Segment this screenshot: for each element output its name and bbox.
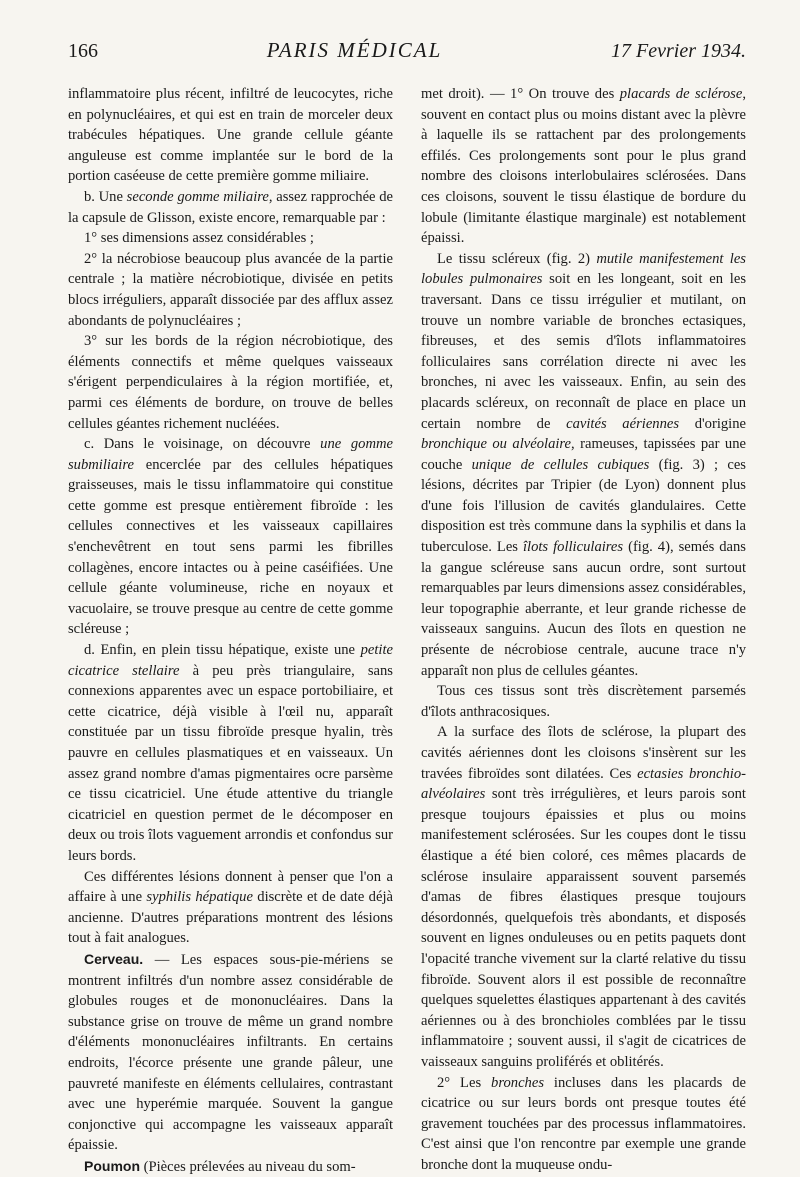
paragraph: Poumon (Pièces prélevées au niveau du som-: [84, 1157, 356, 1175]
paragraph: c. Dans le voisinage, on découvre une gomme submiliaire encerclée par des cellules hépatiques graisseuses, mais le tissu inflammatoire qui constitue cette gomme est presque entièrement fibroïde : les cellules connectives et les vaisseaux capillaires s'enchevêtrent en tout sens parmi les fibrilles collagènes, encore intactes ou à peine caséifiées. Une cellule géante volumineuse, riche en noyaux et vacuolaire, se trouve presque au centre de cette gomme scléreuse ;: [68, 436, 393, 638]
paragraph: 2° la nécrobiose beaucoup plus avancée de la partie centrale ; la matière nécrobiotique, divisée en petits blocs irréguliers, apparaît dissociée par des afflux assez abondants de polynucléaires ;: [68, 250, 393, 329]
section-heading: Cerveau.: [84, 950, 144, 967]
paragraph: Tous ces tissus sont très discrètement parsemés d'îlots anthracosiques.: [421, 683, 746, 720]
right-column: [421, 84, 746, 1177]
paragraph: Ces différentes lésions donnent à penser que l'on a affaire à une syphilis hépatique discrète et de date déjà ancienne. D'autres préparations montrent des lésions tout à fait analogues.: [68, 868, 393, 947]
paragraph: 2° Les bronches incluses dans les placards de cicatrice ou sur leurs bords ont presque toutes été gravement touchées par des processus inflammatoires. C'est ainsi que l'on rencontre par exemple une grande bronche dont la muqueuse ondu-: [421, 1074, 746, 1173]
text-columns: [68, 84, 746, 1177]
paragraph: inflammatoire plus récent, infiltré de leucocytes, riche en polynucléaires, et qui est en train de morceler deux trabécules hépatiques. Une grande cellule géante anguleuse est comme implantée sur le bord de la portion caséeuse de cette première gomme miliaire.: [68, 86, 393, 185]
issue-date: 17 Fevrier 1934.: [611, 40, 746, 62]
paragraph: A la surface des îlots de sclérose, la plupart des cavités aériennes dont les cloisons s'insèrent sur les travées fibroïdes sont dilatées. Ces ectasies bronchio-alvéolaires sont très irrégulières, et leurs parois sont presque toujours épaissies et plus ou moins manifestement sclérosées. Sur les coupes dont le tissu élastique a été bien coloré, ces mêmes placards de sclérose insulaire apparaissent souvent parsemés d'amas de fibres élastiques presque toujours désordonnés, quelquefois très abondants, et disposés souvent en lignes onduleuses ou en petits paquets dont l'opacité tranche vivement sur la clarté relative du tissu fibroïde. Souvent alors il est possible de reconnaître quelques squelettes élastiques appartenant à des cavités aériennes ou à des bronchioles comblées par le tissu inflammatoire ; souvent aussi, il s'agit de cicatrices de vaisseaux sanguins proliférés et oblitérés.: [421, 724, 746, 1070]
paragraph: d. Enfin, en plein tissu hépatique, existe une petite cicatrice stellaire à peu près triangulaire, sans connexions apparentes avec un espace portobiliaire, et cette cicatrice, déjà visible à l'œil nu, apparaît constituée par un tissu fibroïde presque hyalin, très pauvre en cellules plasmatiques et en vaisseaux. Un assez grand nombre d'amas pigmentaires ocre parsème ce tissu cicatriciel. Une étude attentive du triangle cicatriciel en question permet de le décomposer en deux ou trois îlots vaguement arrondis et confondus sur leurs bords.: [68, 642, 393, 864]
page-number: 166: [68, 40, 98, 62]
page-header: [68, 38, 746, 68]
paragraph: met droit). — 1° On trouve des placards de sclérose, souvent en contact plus ou moins distant avec la plèvre à laquelle ils se rattachent par des prolongements effilés. Ces prolongements sont pour le plus grand nombre des cloisons interlobulaires sclérosées. Dans ces cloisons, souvent le tissu élastique de bordure du lobule (limitante élastique marginale) est notablement épaissi.: [421, 86, 746, 247]
journal-title: PARIS MÉDICAL: [266, 38, 443, 62]
section-heading: Poumon: [84, 1157, 140, 1174]
paragraph: 3° sur les bords de la région nécrobiotique, des éléments connectifs et même quelques vaisseaux s'érigent perpendiculaires à la région mortifiée, et, parmi ces éléments de bordure, on trouve de belles cellules géantes richement nucléées.: [68, 333, 393, 432]
paragraph: b. Une seconde gomme miliaire, assez rapprochée de la capsule de Glisson, existe encore, remarquable par :: [68, 188, 393, 226]
left-column: [68, 84, 393, 1177]
paragraph: Le tissu scléreux (fig. 2) mutile manifestement les lobules pulmonaires soit en les longeant, soit en les traversant. Dans ce tissu irrégulier et mutilant, on trouve un nombre variable de bronches ectasiques, fibreuses, et des semis d'îlots inflammatoires folliculaires sans corrélation directe ni avec les bronches, ni avec les vaisseaux. Enfin, au sein des placards scléreux, on reconnaît de place en place un certain nombre de cavités aériennes d'origine bronchique ou alvéolaire, rameuses, tapissées par une couche unique de cellules cubiques (fig. 3) ; ces lésions, décrites par Tripier (de Lyon) donnent plus d'une fois l'illusion de cavités glandulaires. Cette disposition est très commune dans la syphilis et dans la tuberculose. Les îlots folliculaires (fig. 4), semés dans la gangue scléreuse sans aucun ordre, sont surtout remarquables par leurs dimensions assez considérables, leur topographie aberrante, et leur grande richesse de vaisseaux sanguins. Aucun des îlots en question ne présente de nécrobiose centrale, aucune trace n'y apparaît non plus de cellules géantes.: [421, 250, 746, 679]
paragraph: Cerveau. — Les espaces sous-pie-mériens se montrent infiltrés d'un nombre assez considérable de globules rouges et de mononucléaires. Dans la substance grise on trouve de même un grand nombre d'éléments mononucléaires infiltrants. En certains endroits, l'écorce présente une grande pâleur, une pauvreté manifeste en éléments cellulaires, contrastant avec une hyperémie marquée. Souvent la gangue conjonctive qui accompagne les vaisseaux apparaît épaissie.: [68, 950, 393, 1154]
paragraph: 1° ses dimensions assez considérables ;: [84, 230, 314, 247]
